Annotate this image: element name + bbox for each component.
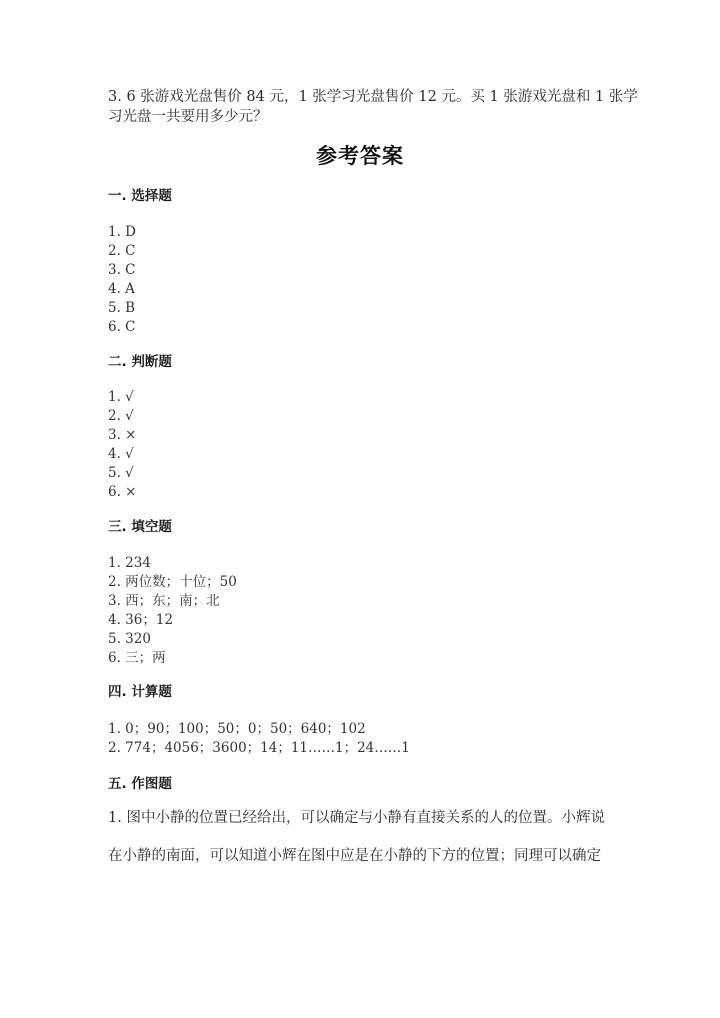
answer-item: 1. √ <box>108 389 134 405</box>
section-heading-drawing: 五. 作图题 <box>108 776 172 792</box>
answer-item: 5. √ <box>108 465 134 481</box>
answer-item: 4. 36；12 <box>108 612 174 628</box>
answer-item: 4. √ <box>108 446 134 462</box>
answer-item: 1. D <box>108 224 136 240</box>
answer-item: 6. × <box>108 484 137 500</box>
section-heading-calculation: 四. 计算题 <box>108 684 172 700</box>
section-heading-true-false: 二. 判断题 <box>108 354 172 370</box>
answer-item: 5. 320 <box>108 631 151 647</box>
answer-list-calculation <box>108 720 410 758</box>
section-heading-fill-in-blank: 三. 填空题 <box>108 519 172 535</box>
question-3-line-1: 3. 6 张游戏光盘售价 84 元，1 张学习光盘售价 12 元。买 1 张游戏光盘和 1 张学 <box>108 89 638 105</box>
answer-item: 1. 0；90；100；50；0；50；640；102 <box>108 721 366 737</box>
answer-item: 2. 774；4056；3600；14；11……1；24……1 <box>108 740 410 756</box>
question-3-line-2: 习光盘一共要用多少元？ <box>108 109 268 125</box>
answer-item: 2. √ <box>108 408 134 424</box>
answer-list-true-false <box>108 388 136 502</box>
answer-key-title: 参考答案 <box>316 144 404 168</box>
answer-item: 2. C <box>108 243 136 259</box>
paragraph-line: 在小静的南面，可以知道小辉在图中应是在小静的下方的位置；同理可以确定 <box>108 848 601 864</box>
answer-item: 3. C <box>108 262 136 278</box>
paragraph-line: 1. 图中小静的位置已经给出，可以确定与小静有直接关系的人的位置。小辉说 <box>108 810 605 826</box>
answer-item: 4. A <box>108 281 135 297</box>
answer-item: 2. 两位数；十位；50 <box>108 574 237 590</box>
answer-item: 1. 234 <box>108 555 151 571</box>
answer-list-fill-in-blank <box>108 554 237 668</box>
answer-item: 5. B <box>108 300 136 316</box>
answer-item: 3. × <box>108 427 137 443</box>
drawing-answer-paragraph <box>108 799 614 875</box>
answer-item: 6. C <box>108 319 136 335</box>
answer-item: 3. 西；东；南；北 <box>108 593 220 609</box>
section-heading-multiple-choice: 一. 选择题 <box>108 188 172 204</box>
answer-list-multiple-choice <box>108 223 136 337</box>
answer-item: 6. 三；两 <box>108 650 166 666</box>
